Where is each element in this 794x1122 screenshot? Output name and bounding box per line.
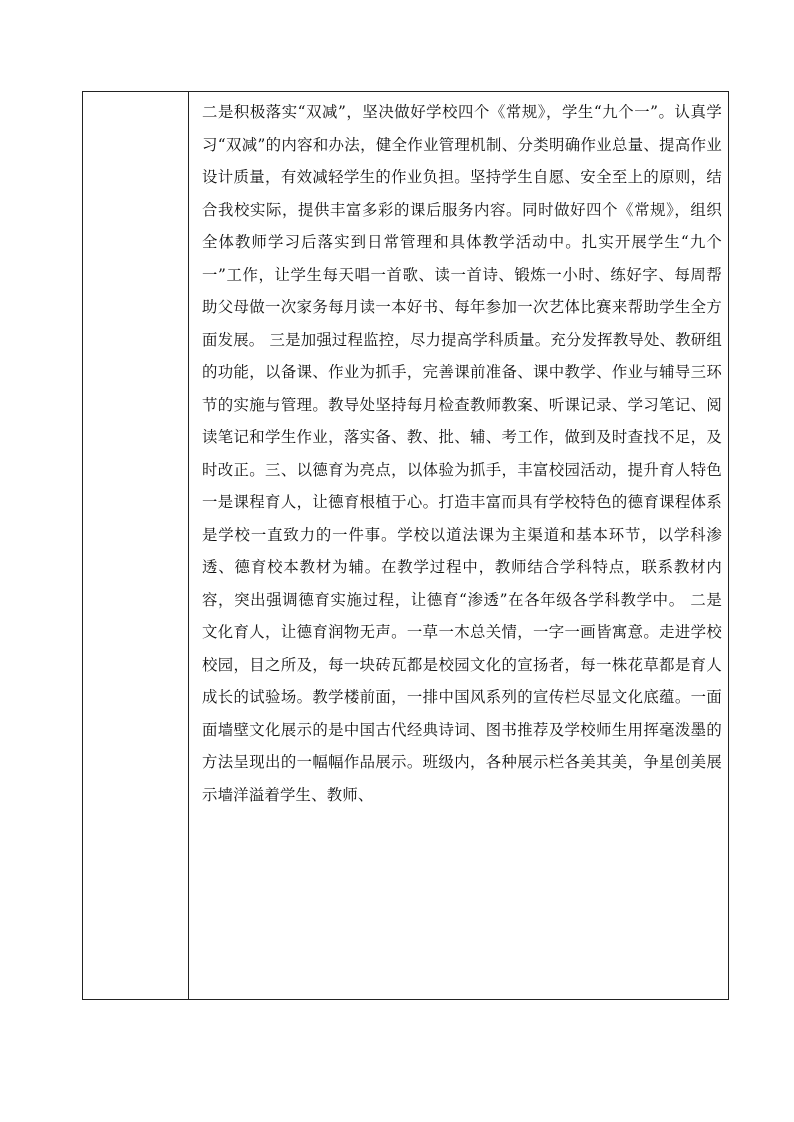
- document-table: [82, 91, 729, 1000]
- table-label-cell: [83, 92, 189, 999]
- body-paragraph: 二是积极落实“双减”，坚决做好学校四个《常规》，学生“九个一”。认真学习“双减”的内容和办法，健全作业管理机制、分类明确作业总量、提高作业设计质量，有效减轻学生的作业负担。坚持学生自愿、安全至上的原则，结合我校实际，提供丰富多彩的课后服务内容。同时做好四个《常规》，组织全体教师学习后落实到日常管理和具体教学活动中。扎实开展学生“九个一”工作，让学生每天唱一首歌、读一首诗、锻炼一小时、练好字、每周帮助父母做一次家务每月读一本好书、每年参加一次艺体比赛来帮助学生全方面发展。 三是加强过程监控，尽力提高学科质量。充分发挥教导处、教研组的功能，以备课、作业为抓手，完善课前准备、课中教学、作业与辅导三环节的实施与管理。教导处坚持每月检查教师教案、听课记录、学习笔记、阅读笔记和学生作业，落实备、教、批、辅、考工作，做到及时查找不足，及时改正。三、以德育为亮点，以体验为抓手，丰富校园活动，提升育人特色 一是课程育人，让德育根植于心。打造丰富而具有学校特色的德育课程体系是学校一直致力的一件事。学校以道法课为主渠道和基本环节，以学科渗透、德育校本教材为辅。在教学过程中，教师结合学科特点，联系教材内容，突出强调德育实施过程，让德育“渗透”在各年级各学科教学中。 二是文化育人，让德育润物无声。一草一木总关情，一字一画皆寓意。走进学校校园，目之所及，每一块砖瓦都是校园文化的宣扬者，每一株花草都是育人成长的试验场。教学楼前面，一排中国风系列的宣传栏尽显文化底蕴。一面面墙壁文化展示的是中国古代经典诗词、图书推荐及学校师生用挥毫泼墨的方法呈现出的一幅幅作品展示。班级内，各种展示栏各美其美，争星创美展示墙洋溢着学生、教师、: [202, 103, 722, 804]
- table-content-cell: [189, 92, 728, 999]
